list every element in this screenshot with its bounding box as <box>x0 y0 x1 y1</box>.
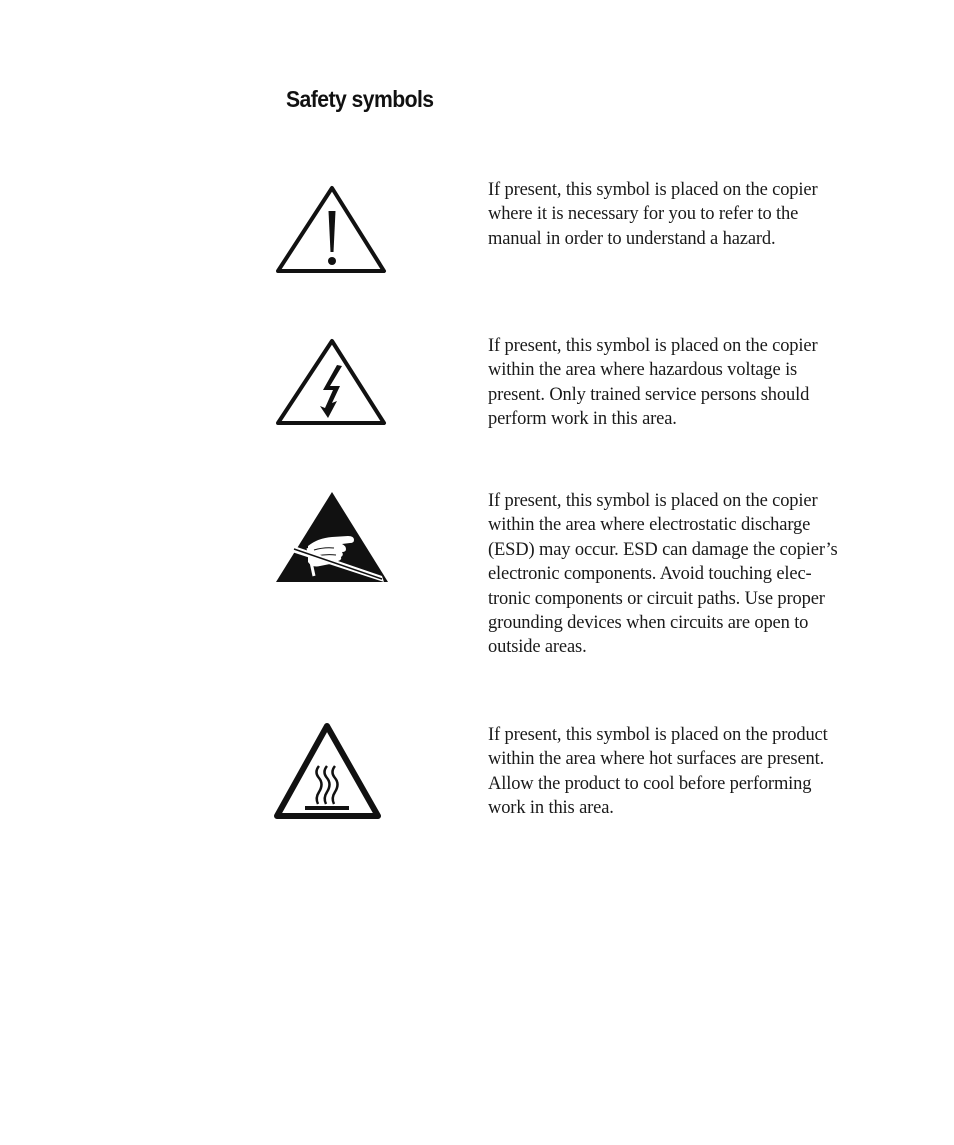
esd-warning-icon <box>274 490 390 586</box>
description-line: If present, this symbol is placed on the copier <box>488 336 818 356</box>
description-line: If present, this symbol is placed on the product <box>488 725 828 745</box>
description-line: within the area where electrostatic discharge <box>488 515 811 536</box>
description-line: grounding devices when circuits are open to <box>488 613 809 634</box>
symbol-description-hot-surface <box>488 723 868 821</box>
description-line: outside areas. <box>488 637 587 658</box>
description-line: If present, this symbol is placed on the copier <box>488 180 818 200</box>
symbol-description-esd <box>488 489 868 660</box>
description-line: within the area where hot surfaces are present. <box>488 749 825 770</box>
description-line: (ESD) may occur. ESD can damage the copier’s <box>488 539 838 560</box>
description-line: Allow the product to cool before performing <box>488 773 812 794</box>
hot-surface-warning-icon <box>274 722 390 822</box>
description-line: present. Only trained service persons should <box>488 384 810 405</box>
description-line: electronic components. Avoid touching elec- <box>488 564 812 585</box>
symbol-description-voltage <box>488 334 868 432</box>
exclamation-warning-icon <box>274 182 390 278</box>
description-line: where it is necessary for you to refer to the <box>488 204 799 225</box>
description-line: tronic components or circuit paths. Use proper <box>488 588 825 609</box>
description-line: perform work in this area. <box>488 409 677 430</box>
description-line: If present, this symbol is placed on the copier <box>488 491 818 511</box>
high-voltage-warning-icon <box>274 335 390 431</box>
description-line: manual in order to understand a hazard. <box>488 228 776 249</box>
symbol-description-warning <box>488 178 868 251</box>
page-title: Safety symbols <box>286 86 434 112</box>
description-line: within the area where hazardous voltage is <box>488 360 798 381</box>
description-line: work in this area. <box>488 798 614 819</box>
